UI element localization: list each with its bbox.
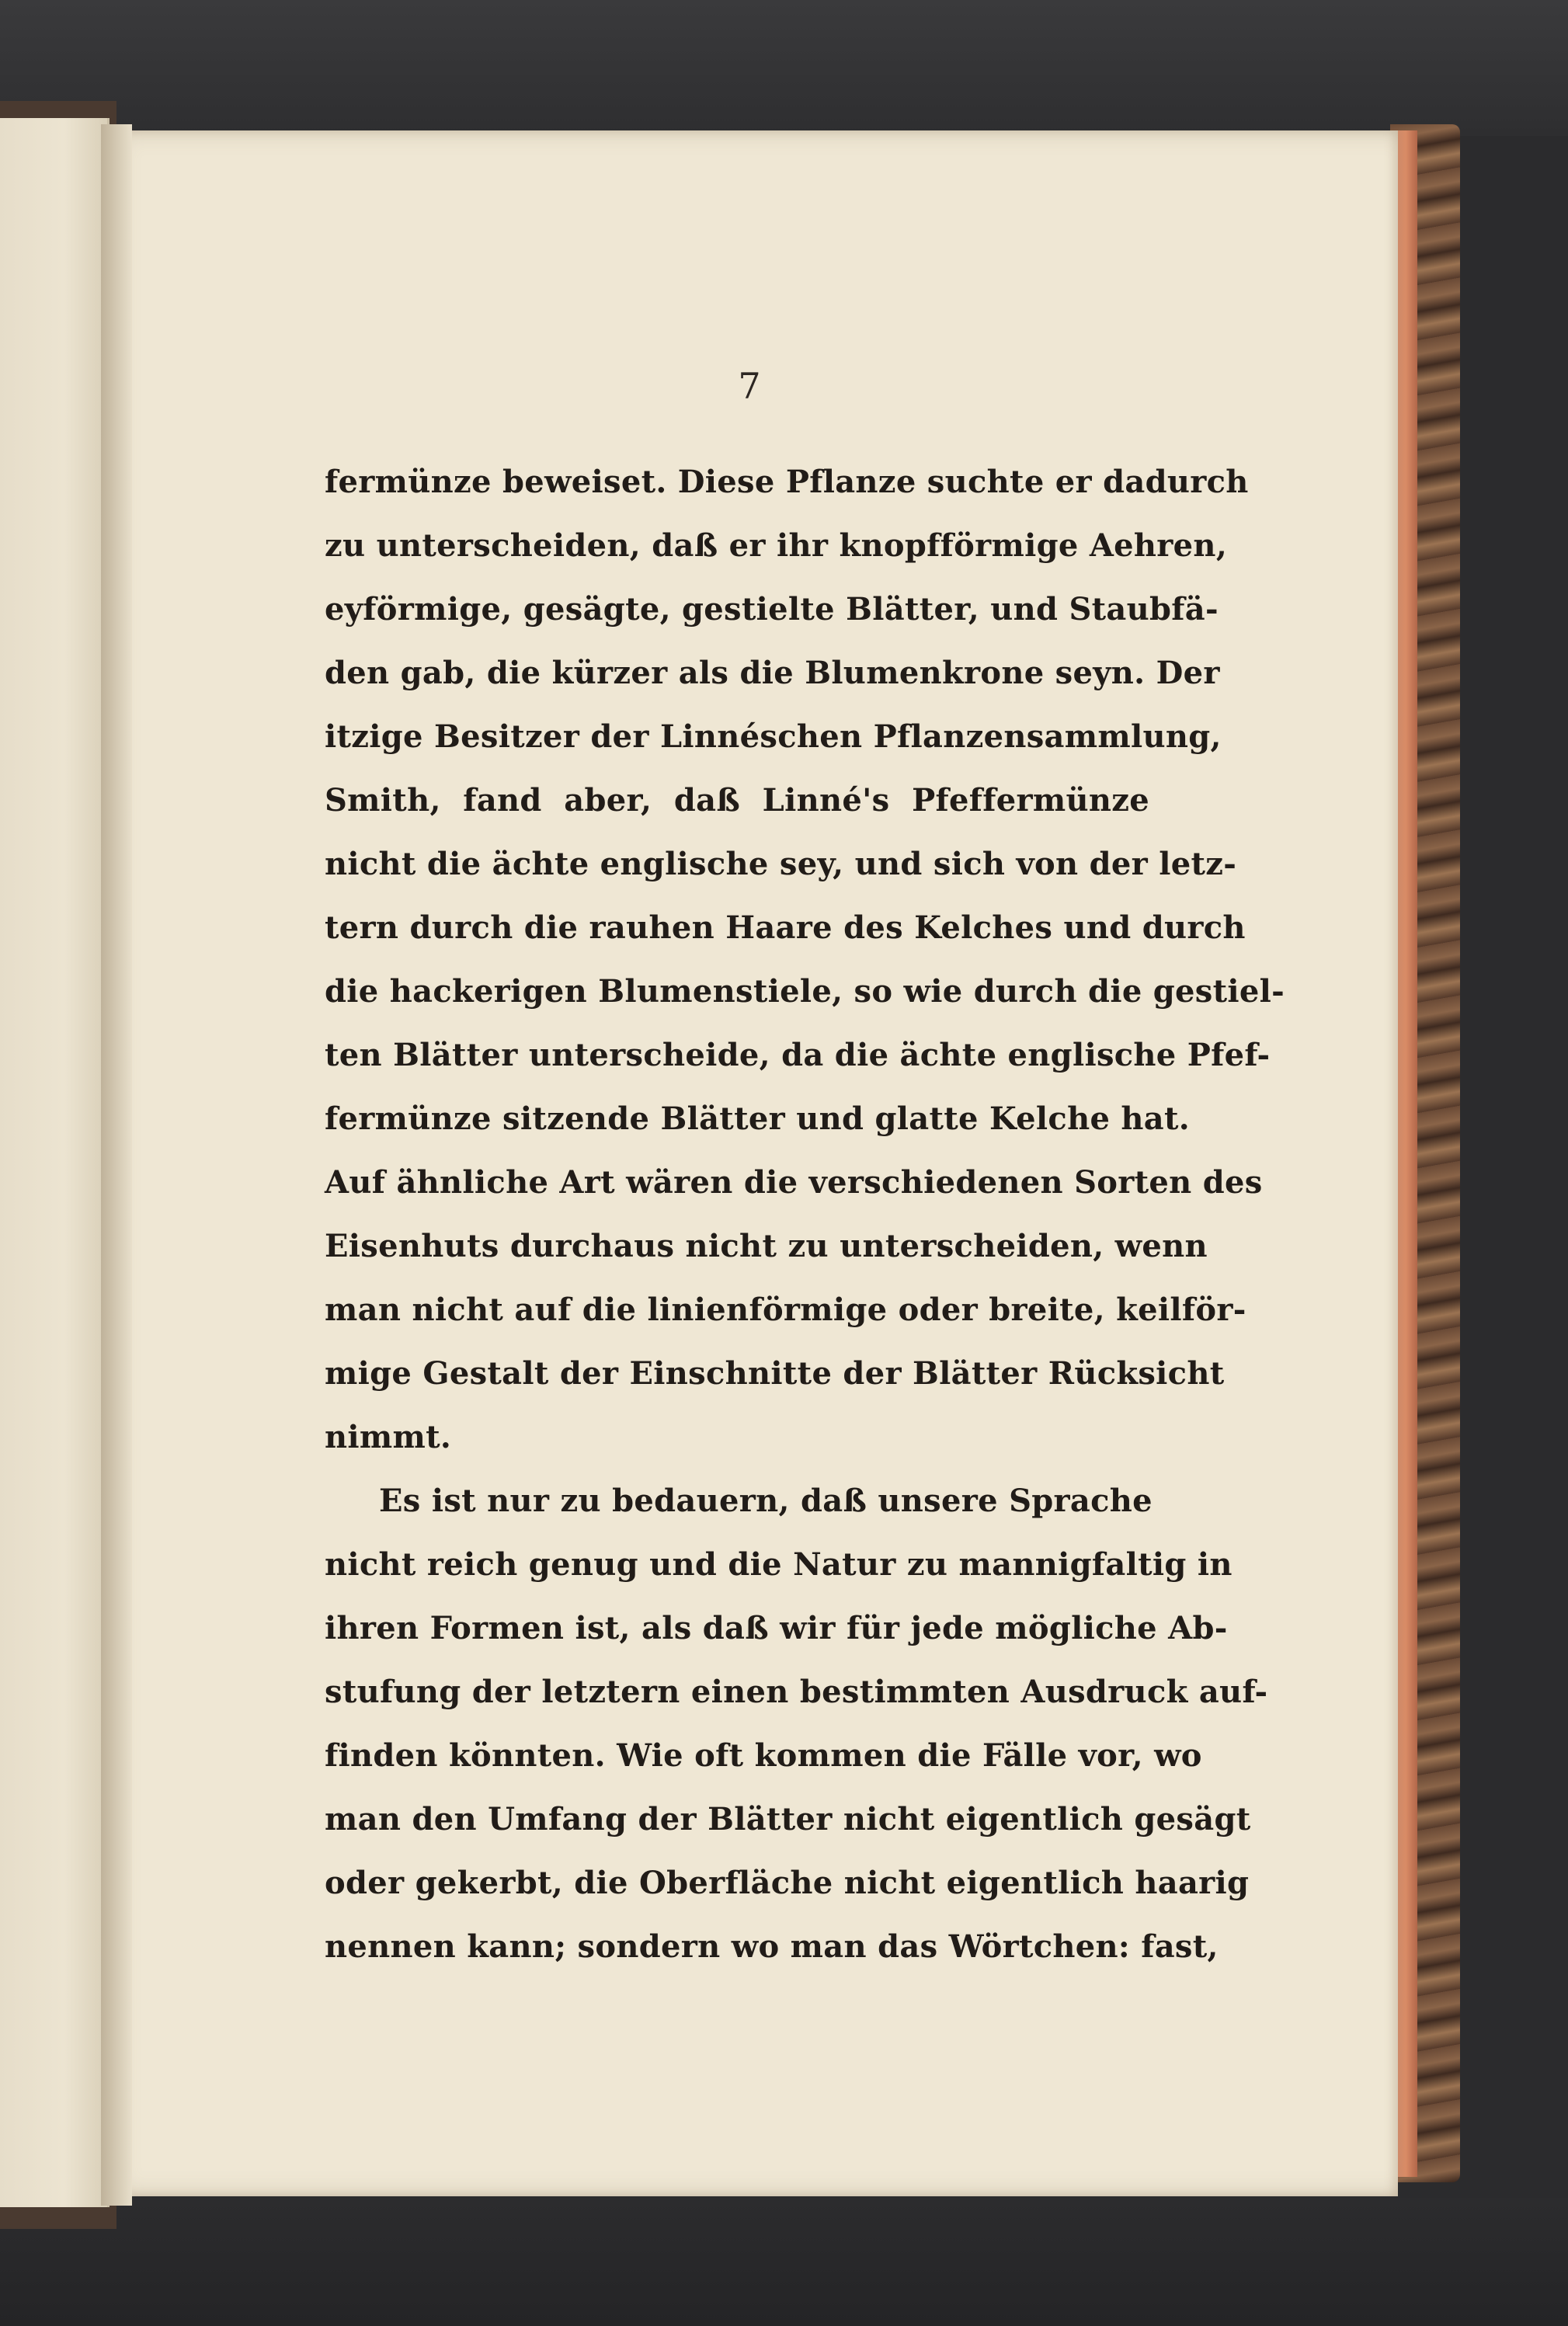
text-line: den gab, die kürzer als die Blumenkrone seyn. Der (325, 655, 1220, 691)
text-line: die hackerigen Blumenstiele, so wie durch die gestiel- (325, 973, 1285, 1010)
backdrop-bottom (0, 2198, 1568, 2326)
text-line: zu unterscheiden, daß er ihr knopfförmige Aehren, (325, 527, 1228, 564)
text-line: nennen kann; sondern wo man das Wörtchen: fast, (325, 1928, 1219, 1965)
left-page (0, 118, 110, 2207)
text-line: nicht die ächte englische sey, und sich von der letz- (325, 846, 1237, 882)
text-line: eyförmige, gesägte, gestielte Blätter, und Staubfä- (325, 591, 1219, 628)
page-number: 7 (738, 365, 761, 407)
backdrop-top (0, 0, 1568, 136)
text-line: ten Blätter unterscheide, da die ächte englische Pfef- (325, 1037, 1271, 1073)
text-line: finden könnten. Wie oft kommen die Fälle vor, wo (325, 1737, 1202, 1774)
text-line: nimmt. (325, 1419, 452, 1455)
text-line: Auf ähnliche Art wären die verschiedenen Sorten des (325, 1164, 1263, 1201)
text-line: oder gekerbt, die Oberfläche nicht eigentlich haarig (325, 1865, 1250, 1901)
text-line: nicht reich genug und die Natur zu mannigfaltig in (325, 1546, 1232, 1583)
text-line: man nicht auf die linienförmige oder breite, keilför- (325, 1292, 1246, 1328)
text-line: itzige Besitzer der Linnéschen Pflanzensammlung, (325, 718, 1222, 755)
page-text (325, 450, 1285, 1979)
text-line: fermünze beweiset. Diese Pflanze suchte er dadurch (325, 464, 1249, 500)
text-line: mige Gestalt der Einschnitte der Blätter Rücksicht (325, 1355, 1225, 1392)
text-line: tern durch die rauhen Haare des Kelches und durch (325, 909, 1246, 946)
text-line: ihren Formen ist, als daß wir für jede mögliche Ab- (325, 1610, 1228, 1646)
text-line: Eisenhuts durchaus nicht zu unterscheiden, wenn (325, 1228, 1208, 1264)
text-line: Smith, fand aber, daß Linné's Pfeffermünze (325, 782, 1149, 819)
text-line: stufung der letztern einen bestimmten Ausdruck auf- (325, 1674, 1268, 1710)
text-line: man den Umfang der Blätter nicht eigentlich gesägt (325, 1801, 1251, 1838)
text-line: Es ist nur zu bedauern, daß unsere Sprache (379, 1483, 1153, 1519)
text-line: fermünze sitzende Blätter und glatte Kelche hat. (325, 1100, 1191, 1137)
gutter-shadow (101, 124, 132, 2206)
